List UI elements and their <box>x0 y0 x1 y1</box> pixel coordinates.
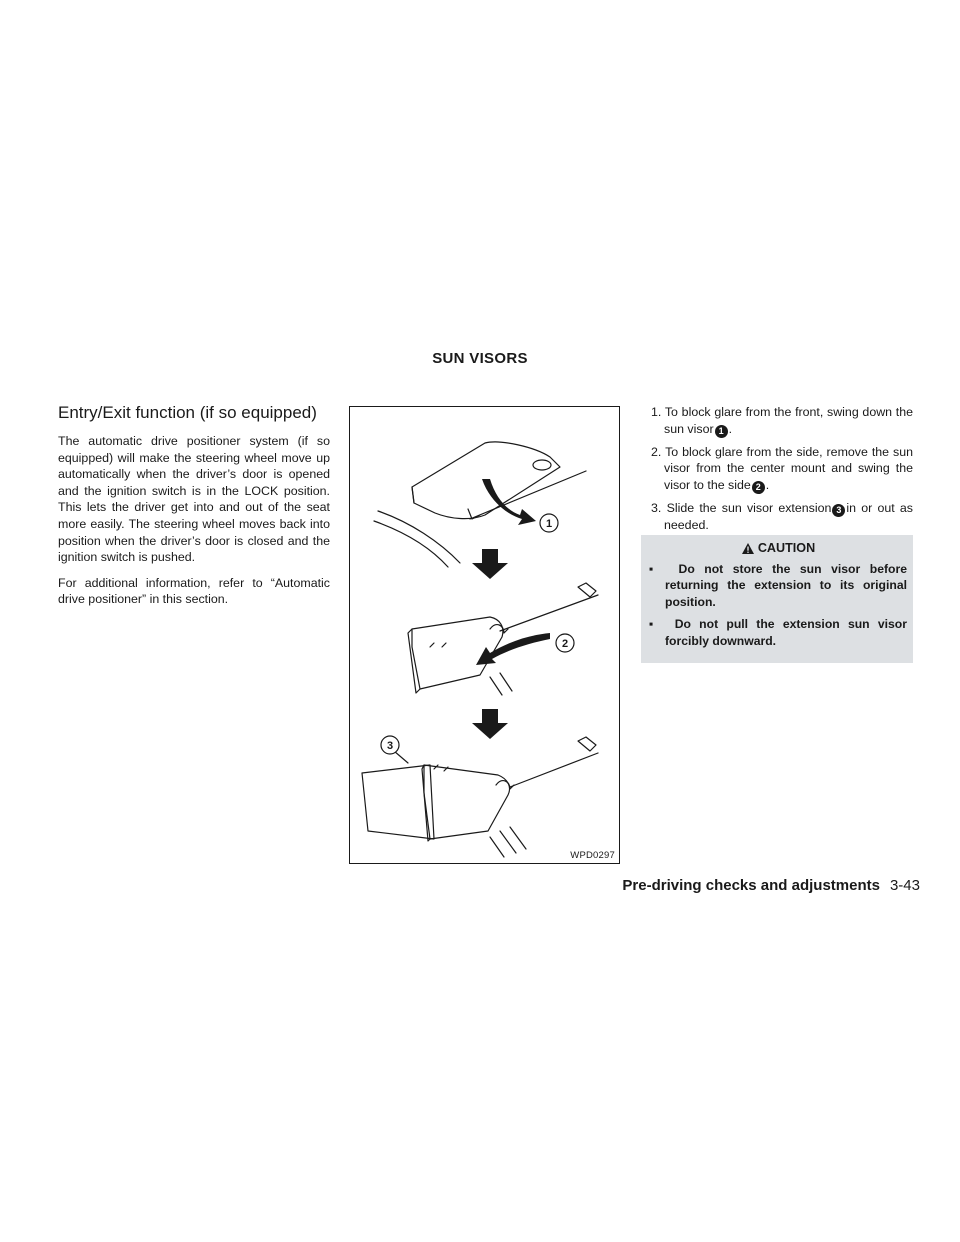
swing-down-arrow <box>482 479 536 525</box>
callout-1 <box>540 514 558 532</box>
footer-chapter-title: Pre-driving checks and adjustments <box>622 877 880 894</box>
swing-side-arrow <box>476 633 550 665</box>
additional-info-paragraph: For additional information, refer to “Automatic drive positioner” in this section. <box>58 575 330 607</box>
caution-box <box>641 535 913 663</box>
warning-triangle-icon <box>741 542 755 555</box>
entry-exit-paragraph: The automatic drive positioner system (if so equipped) will make the steering wheel move up automatically when the driver’s door is opened and the ignition switch is in the LOCK position. This lets the driver get into and out of the seat more easily. The steering wheel moves back into position when the driver’s door is closed and the ignition switch is pushed. <box>58 434 330 565</box>
page-number: 3-43 <box>889 877 920 894</box>
right-column <box>641 404 913 539</box>
entry-exit-heading: Entry/Exit function (if so equipped) <box>58 403 317 422</box>
down-arrow-2 <box>472 709 508 739</box>
left-column <box>58 402 330 617</box>
step-3: 3. Slide the sun visor extension 3 in or out as needed. <box>651 500 913 532</box>
page-footer <box>622 877 920 894</box>
ref-1-icon: 1 <box>715 425 728 438</box>
svg-text:3: 3 <box>386 740 394 752</box>
caution-item: ▪ Do not pull the extension sun visor forcibly downward. <box>649 617 907 648</box>
figure-id: WPD0297 <box>570 850 615 861</box>
down-arrow-1 <box>472 549 508 579</box>
section-heading: SUN VISORS <box>432 350 528 367</box>
step-1: 1. To block glare from the front, swing down the sun visor 1 . <box>651 405 914 436</box>
callout-3 <box>381 736 399 754</box>
sun-visor-figure <box>349 406 620 864</box>
ref-2-icon: 2 <box>752 481 765 494</box>
sun-visor-illustration <box>350 407 619 863</box>
step-2: 2. To block glare from the side, remove the sun visor from the center mount and swing the visor to the side 2 . <box>651 444 913 492</box>
caution-item: ▪ Do not store the sun visor before returning the extension to its original position. <box>649 562 907 609</box>
svg-text:2: 2 <box>561 638 569 650</box>
callout-2 <box>556 634 574 652</box>
svg-text:1: 1 <box>545 518 553 530</box>
ref-3-icon: 3 <box>832 504 845 517</box>
caution-heading: CAUTION <box>649 539 907 557</box>
